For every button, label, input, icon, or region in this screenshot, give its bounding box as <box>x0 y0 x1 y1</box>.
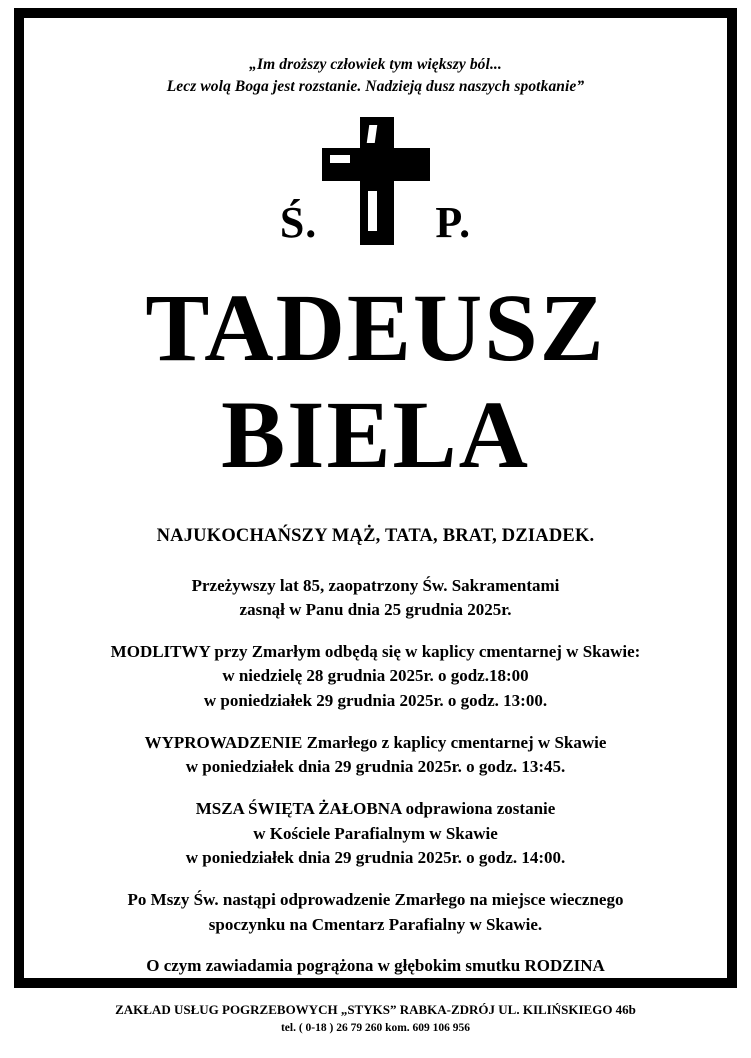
closing-line: O czym zawiadamia pogrążona w głębokim smutku RODZINA <box>146 956 605 976</box>
funeral-home-phone: tel. ( 0-18 ) 26 79 260 kom. 609 106 956 <box>280 1021 471 1034</box>
sp-left-letter: Ś. <box>279 197 318 247</box>
cross-row <box>50 117 701 245</box>
obituary-frame <box>14 8 737 988</box>
deceased-first-name: TADEUSZ <box>145 273 606 381</box>
info-line: Po Mszy Św. nastąpi odprowadzenie Zmarłego na miejsce wiecznego <box>127 889 624 909</box>
funeral-home-line: ZAKŁAD USŁUG POGRZEBOWYCH „STYKS” RABKA-ZDRÓJ UL. KILIŃSKIEGO 46b <box>115 1002 636 1017</box>
epigraph <box>167 54 585 99</box>
cross-relief-bottom <box>368 191 377 231</box>
latin-cross-icon <box>322 117 430 245</box>
sp-right-letter: P. <box>435 197 472 247</box>
cross-relief-left <box>330 155 350 163</box>
info-line: w niedzielę 28 grudnia 2025r. o godz.18:00 <box>222 666 529 686</box>
info-block-burial <box>128 888 624 937</box>
epigraph-line-2: Lecz wolą Boga jest rozstanie. Nadzieją dusz naszych spotkanie” <box>166 78 585 96</box>
info-line: zasnął w Panu dnia 25 grudnia 2025r. <box>239 600 512 620</box>
deceased-last-name: BIELA <box>221 380 530 488</box>
info-block-mass <box>186 797 566 871</box>
info-block-death <box>192 574 560 623</box>
info-block-prayers <box>111 640 641 714</box>
info-line: WYPROWADZENIE Zmarłego z kaplicy cmentarnej w Skawie <box>144 732 607 752</box>
epigraph-line-1: „Im droższy człowiek tym większy ból... <box>249 56 502 73</box>
info-block-procession <box>145 731 607 780</box>
info-line: w poniedziałek 29 grudnia 2025r. o godz. 13:00. <box>203 691 548 711</box>
cross-horizontal-bar <box>322 148 430 181</box>
info-line: w poniedziałek dnia 29 grudnia 2025r. o godz. 14:00. <box>185 848 566 868</box>
info-line: Przeżywszy lat 85, zaopatrzony Św. Sakramentami <box>191 575 560 595</box>
info-line: w Kościele Parafialnym w Skawie <box>253 823 498 843</box>
footer <box>14 1000 737 1037</box>
info-line: MSZA ŚWIĘTA ŻAŁOBNA odprawiona zostanie <box>195 799 556 819</box>
cross-vertical-bar <box>360 117 394 245</box>
relation-line: NAJUKOCHAŃSZY MĄŻ, TATA, BRAT, DZIADEK. <box>156 525 595 546</box>
info-line: MODLITWY przy Zmarłym odbędą się w kaplicy cmentarnej w Skawie: <box>110 641 641 661</box>
info-line: w poniedziałek dnia 29 grudnia 2025r. o godz. 13:45. <box>185 757 566 777</box>
info-line: spoczynku na Cmentarz Parafialny w Skawie. <box>208 914 543 934</box>
